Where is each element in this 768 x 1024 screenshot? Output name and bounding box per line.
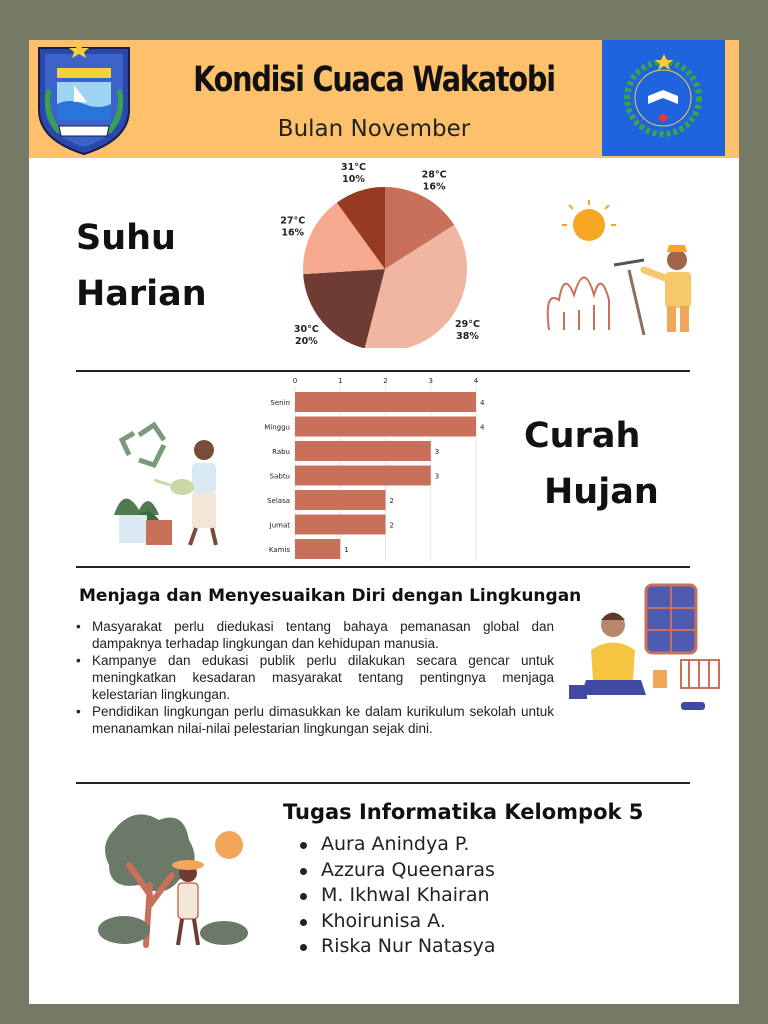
pie-slice-value: 38% [456,330,479,342]
lingkungan-title: Menjaga dan Menyesuaikan Diri dengan Lingkungan [79,586,582,606]
divider-2 [76,566,690,568]
pie-chart-suhu [269,158,509,348]
bar-value-label: 1 [344,546,349,554]
y-category-label: Sabtu [269,472,290,481]
pie-slice-label: 28°C [421,169,447,181]
list-item: • Kampanye dan edukasi publik perlu dilakukan secara gencar untuk meningkatkan kesadaran masyarakat tentang pentingnya menjaga kelestarian lingkungan. [74,652,554,703]
page-title: Kondisi Cuaca Wakatobi [193,60,555,100]
bar [295,441,431,461]
list-item: M. Ikhwal Khairan [294,883,496,909]
y-category-label: Jumat [269,521,290,530]
page-subtitle: Bulan November [277,116,471,142]
bar-value-label: 3 [434,472,440,481]
list-item: Aura Anindya P. [294,832,496,858]
bar-value-label: 4 [480,423,485,432]
suhu-label [76,210,207,322]
list-item: Khoirunisa A. [294,909,496,935]
pie-slice-label: 29°C [455,318,480,330]
bar [295,539,340,559]
y-category-label: Kamis [268,546,290,554]
y-category-label: Senin [270,399,290,407]
bar-value-label: 3 [434,448,440,456]
y-category-label: Selasa [267,497,290,505]
pie-slice-value: 16% [281,227,305,239]
bar-value-label: 2 [389,521,394,530]
curah-label [524,408,659,520]
tree-walker-illustration [94,805,254,955]
pie-slice-label: 27°C [280,215,306,227]
poster-card [29,40,739,1004]
pie-slice-value: 10% [342,173,365,185]
x-tick-label: 4 [473,377,479,385]
suhu-label-line2: Harian [76,274,207,314]
wakatobi-emblem-icon [29,40,139,158]
list-item: Azzura Queenaras [294,858,496,884]
bar [295,392,476,412]
school-logo [602,40,725,156]
bar [295,490,386,510]
bar [295,417,476,437]
man-indoor-illustration [561,580,726,715]
school-emblem-icon [602,40,725,156]
bar [295,515,386,535]
watering-plant-illustration [104,415,244,555]
curah-label-line2: Hujan [544,472,659,512]
bar-value-label: 2 [389,497,394,505]
x-tick-label: 3 [428,377,433,385]
list-item: • Masyarakat perlu diedukasi tentang bahaya pemanasan global dan dampaknya terhadap lingkungan dan kehidupan manusia. [74,618,554,652]
header-banner [29,40,739,158]
bar-value-label: 4 [480,399,485,407]
pie-slice-label: 30°C [293,324,319,336]
list-item: • Pendidikan lingkungan perlu dimasukkan ke dalam kurikulum sekolah untuk menanamkan nilai-nilai pelestarian lingkungan sejak dini. [74,703,554,737]
curah-label-line1: Curah [524,416,641,456]
member-list [294,832,496,960]
y-category-label: Minggu [264,423,290,432]
bar [295,466,431,486]
x-tick-label: 2 [383,377,388,385]
farmer-heat-illustration [539,200,714,335]
tugas-title: Tugas Informatika Kelompok 5 [283,800,644,824]
bar-chart-curah-hujan [244,372,504,564]
y-category-label: Rabu [272,448,290,456]
pie-slice-value: 20% [295,336,318,348]
divider-3 [76,782,690,784]
list-item: Riska Nur Natasya [294,934,496,960]
pie-slice-label: 31°C [341,161,366,173]
x-tick-label: 0 [292,377,298,385]
suhu-label-line1: Suhu [76,218,176,258]
pie-slice-value: 16% [422,181,446,193]
lingkungan-bullet-list [74,618,554,737]
x-tick-label: 1 [338,377,343,385]
